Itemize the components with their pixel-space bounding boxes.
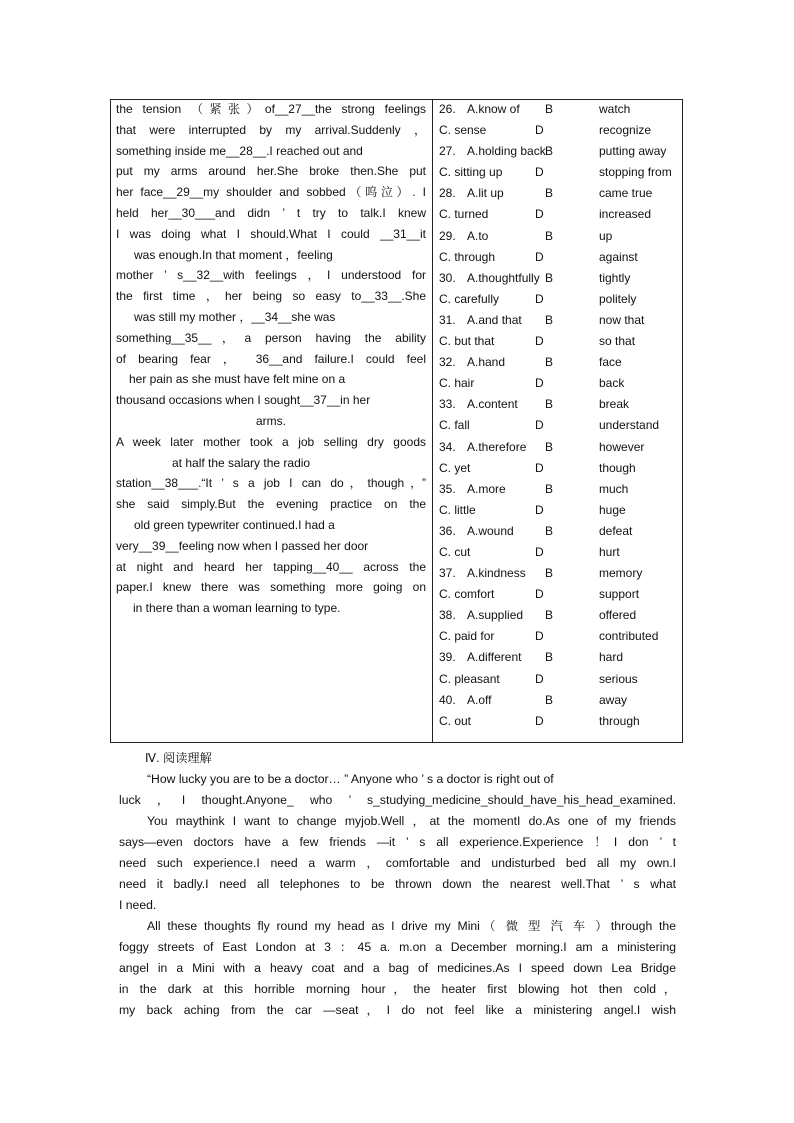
option-c: C. hair (439, 376, 475, 391)
option-row (439, 542, 681, 563)
option-row (439, 99, 681, 120)
option-d: against (599, 249, 638, 264)
option-c: C. pleasant (439, 671, 500, 686)
question-number: 32. (439, 355, 456, 370)
passage-line: I was doing what I should.What I could __31__it (116, 226, 426, 241)
option-row (439, 226, 681, 247)
passage-line: very__39__feeling now when I passed her door (116, 538, 369, 553)
option-d: so that (599, 334, 636, 349)
option-a: A.hand (467, 355, 506, 370)
reading-line: luck ，I thought.Anyone_ who ’ s_studying_medicine_should_have_his_head_examined. (119, 793, 676, 807)
option-row (439, 352, 681, 373)
option-d: huge (599, 502, 626, 517)
option-a: A.holding back (467, 144, 546, 159)
reading-section (119, 748, 676, 1021)
option-c: C. little (439, 502, 476, 517)
reading-line: I need. (119, 898, 157, 912)
option-d: serious (599, 671, 638, 686)
option-c: C. sense (439, 123, 487, 138)
option-b: face (599, 355, 622, 370)
option-a: A.kindness (467, 566, 526, 581)
option-d-letter: D (535, 334, 544, 349)
option-b-letter: B (545, 481, 554, 496)
option-b: came true (599, 186, 653, 201)
passage-line: of bearing fear ， 36__and failure.I could feel (116, 351, 426, 366)
option-d-letter: D (535, 544, 544, 559)
option-b-letter: B (545, 270, 554, 285)
reading-line: need such experience.I need a warm ，comfortable and undisturbed bed all my own.I (119, 856, 676, 870)
question-number: 26. (439, 102, 456, 116)
option-b-letter: B (545, 186, 554, 201)
cloze-passage (116, 99, 426, 619)
option-b-letter: B (545, 102, 554, 116)
question-number: 37. (439, 566, 456, 581)
option-a: A.and that (467, 312, 522, 327)
option-d-letter: D (535, 713, 544, 728)
option-row (439, 183, 681, 204)
option-row (439, 415, 681, 436)
option-b: up (599, 228, 613, 243)
reading-line: You maythink I want to change myjob.Well ，at the momentI do.As one of my friends (147, 814, 676, 828)
option-row (439, 458, 681, 479)
passage-line: station__38___.“It ’ s a job I can do，though，” (116, 476, 426, 491)
option-c: C. but that (439, 334, 495, 349)
option-b: however (599, 439, 645, 454)
passage-line: arms. (256, 413, 286, 428)
option-row (439, 394, 681, 415)
option-c: C. sitting up (439, 165, 503, 180)
option-d-letter: D (535, 629, 544, 644)
option-row (439, 626, 681, 647)
question-number: 38. (439, 608, 456, 623)
reading-line: in the dark at this horrible morning hour，the heater first blowing hot then cold， (119, 982, 676, 996)
option-d: stopping from (599, 165, 672, 180)
reading-line: need it badly.I need all telephones to be thrown down the nearest well.That ’ s what (119, 877, 676, 891)
passage-line: at half the salary the radio (172, 455, 311, 470)
option-b: watch (599, 102, 631, 116)
option-row (439, 310, 681, 331)
option-row (439, 584, 681, 605)
passage-line: was still my mother ，__34__she was (134, 309, 336, 324)
option-row (439, 479, 681, 500)
reading-line: All these thoughts fly round my head as I drive my Mini（ 微 型 汽 车 ）through the (147, 919, 676, 933)
question-number: 33. (439, 397, 456, 412)
option-d: understand (599, 418, 660, 433)
passage-line: A week later mother took a job selling dry goods (116, 434, 426, 449)
option-b: tightly (599, 270, 631, 285)
passage-line: the first time ，her being so easy to__33__.She (116, 289, 426, 304)
option-b-letter: B (545, 608, 554, 623)
option-a: A.know of (467, 102, 520, 116)
option-d-letter: D (535, 123, 544, 138)
option-b-letter: B (545, 228, 554, 243)
passage-line: at night and heard her tapping__40__ across the (116, 559, 426, 574)
option-c: C. yet (439, 460, 471, 475)
question-number: 31. (439, 312, 456, 327)
passage-line: that were interrupted by my arrival.Suddenly ， (116, 122, 426, 137)
option-b: hard (599, 650, 624, 665)
option-d-letter: D (535, 207, 544, 222)
option-d: back (599, 376, 625, 391)
option-c: C. cut (439, 544, 471, 559)
option-b: defeat (599, 523, 633, 538)
option-b-letter: B (545, 566, 554, 581)
option-d-letter: D (535, 502, 544, 517)
option-b-letter: B (545, 523, 554, 538)
option-c: C. out (439, 713, 472, 728)
question-number: 30. (439, 270, 456, 285)
option-row (439, 437, 681, 458)
option-b-letter: B (545, 312, 554, 327)
option-row (439, 268, 681, 289)
option-b: break (599, 397, 630, 412)
option-row (439, 669, 681, 690)
passage-line: mother ’ s__32__with feelings ，I understood for (116, 268, 426, 283)
option-c: C. fall (439, 418, 470, 433)
option-a: A.wound (467, 523, 514, 538)
option-d-letter: D (535, 249, 544, 264)
passage-line: something inside me__28__.I reached out and (116, 143, 363, 158)
passage-line: put my arms around her.She broke then.She put (116, 164, 426, 179)
option-a: A.lit up (467, 186, 504, 201)
reading-line: angel in a Mini with a heavy coat and a bag of medicines.As I speed down Lea Bridge (119, 961, 676, 975)
passage-line: in there than a woman learning to type. (133, 601, 341, 616)
option-d-letter: D (535, 587, 544, 602)
passage-line: her face__29__my shoulder and sobbed（呜泣）. I (116, 185, 426, 200)
table-divider (432, 99, 433, 743)
option-c: C. turned (439, 207, 489, 222)
option-row (439, 563, 681, 584)
option-b-letter: B (545, 439, 554, 454)
option-d-letter: D (535, 165, 544, 180)
option-b: much (599, 481, 629, 496)
option-b-letter: B (545, 692, 554, 707)
option-c: C. carefully (439, 291, 500, 306)
question-number: 29. (439, 228, 456, 243)
option-b: putting away (599, 144, 667, 159)
option-c: C. comfort (439, 587, 495, 602)
option-d: recognize (599, 123, 652, 138)
option-b: now that (599, 312, 645, 327)
option-row (439, 647, 681, 668)
option-b: offered (599, 608, 637, 623)
passage-line: the tension （紧张）of__27__the strong feelings (116, 102, 426, 116)
option-d-letter: D (535, 460, 544, 475)
option-d: hurt (599, 544, 620, 559)
reading-line: foggy streets of East London at 3 ：45 a. m.on a December morning.I am a ministering (119, 940, 676, 954)
question-number: 36. (439, 523, 456, 538)
option-row (439, 500, 681, 521)
reading-line: my back aching from the car —seat，I do not feel like a ministering angel.I wish (119, 1003, 676, 1017)
option-row (439, 690, 681, 711)
passage-line: thousand occasions when I sought__37__in her (116, 393, 371, 408)
option-row (439, 120, 681, 141)
option-a: A.thoughtfully (467, 270, 540, 285)
option-row (439, 141, 681, 162)
option-d: support (599, 587, 640, 602)
passage-line: she said simply.But the evening practice on the (116, 497, 426, 512)
option-c: C. through (439, 249, 496, 264)
option-row (439, 247, 681, 268)
option-a: A.more (467, 481, 506, 496)
passage-line: her pain as she must have felt mine on a (129, 372, 346, 387)
option-d: politely (599, 291, 637, 306)
option-a: A.therefore (467, 439, 527, 454)
option-b: away (599, 692, 628, 707)
option-row (439, 373, 681, 394)
option-d: increased (599, 207, 652, 222)
option-a: A.to (467, 228, 489, 243)
option-d-letter: D (535, 376, 544, 391)
question-number: 27. (439, 144, 456, 159)
reading-line: “How lucky you are to be a doctor… ” Anyone who ’ s a doctor is right out of (147, 772, 554, 786)
option-d: contributed (599, 629, 659, 644)
option-a: A.content (467, 397, 518, 412)
option-d: through (599, 713, 640, 728)
option-row (439, 331, 681, 352)
question-number: 28. (439, 186, 456, 201)
option-b-letter: B (545, 397, 554, 412)
passage-line: was enough.In that moment ，feeling (134, 247, 333, 262)
option-row (439, 204, 681, 225)
reading-line: says—even doctors have a few friends —it ’ s all experience.Experience ！I don ’ t (119, 835, 676, 849)
passage-line: something__35__，a person having the ability (116, 330, 426, 345)
option-row (439, 289, 681, 310)
option-a: A.different (467, 650, 522, 665)
option-d-letter: D (535, 291, 544, 306)
passage-line: paper.I knew there was something more going on (116, 580, 426, 595)
option-row (439, 162, 681, 183)
answer-options (439, 99, 681, 732)
question-number: 39. (439, 650, 456, 665)
question-number: 35. (439, 481, 456, 496)
option-b-letter: B (545, 355, 554, 370)
option-b: memory (599, 566, 643, 581)
option-a: A.supplied (467, 608, 524, 623)
option-d-letter: D (535, 671, 544, 686)
option-a: A.off (467, 692, 492, 707)
section-heading: Ⅳ. 阅读理解 (145, 751, 212, 765)
option-row (439, 711, 681, 732)
option-d: though (599, 460, 636, 475)
option-c: C. paid for (439, 629, 495, 644)
question-number: 34. (439, 439, 456, 454)
option-row (439, 521, 681, 542)
passage-line: old green typewriter continued.I had a (134, 517, 335, 532)
option-d-letter: D (535, 418, 544, 433)
passage-line: held her__30___and didn ’ t try to talk.I knew (116, 205, 426, 220)
question-number: 40. (439, 692, 456, 707)
option-b-letter: B (545, 650, 554, 665)
option-b-letter: B (545, 144, 554, 159)
option-row (439, 605, 681, 626)
